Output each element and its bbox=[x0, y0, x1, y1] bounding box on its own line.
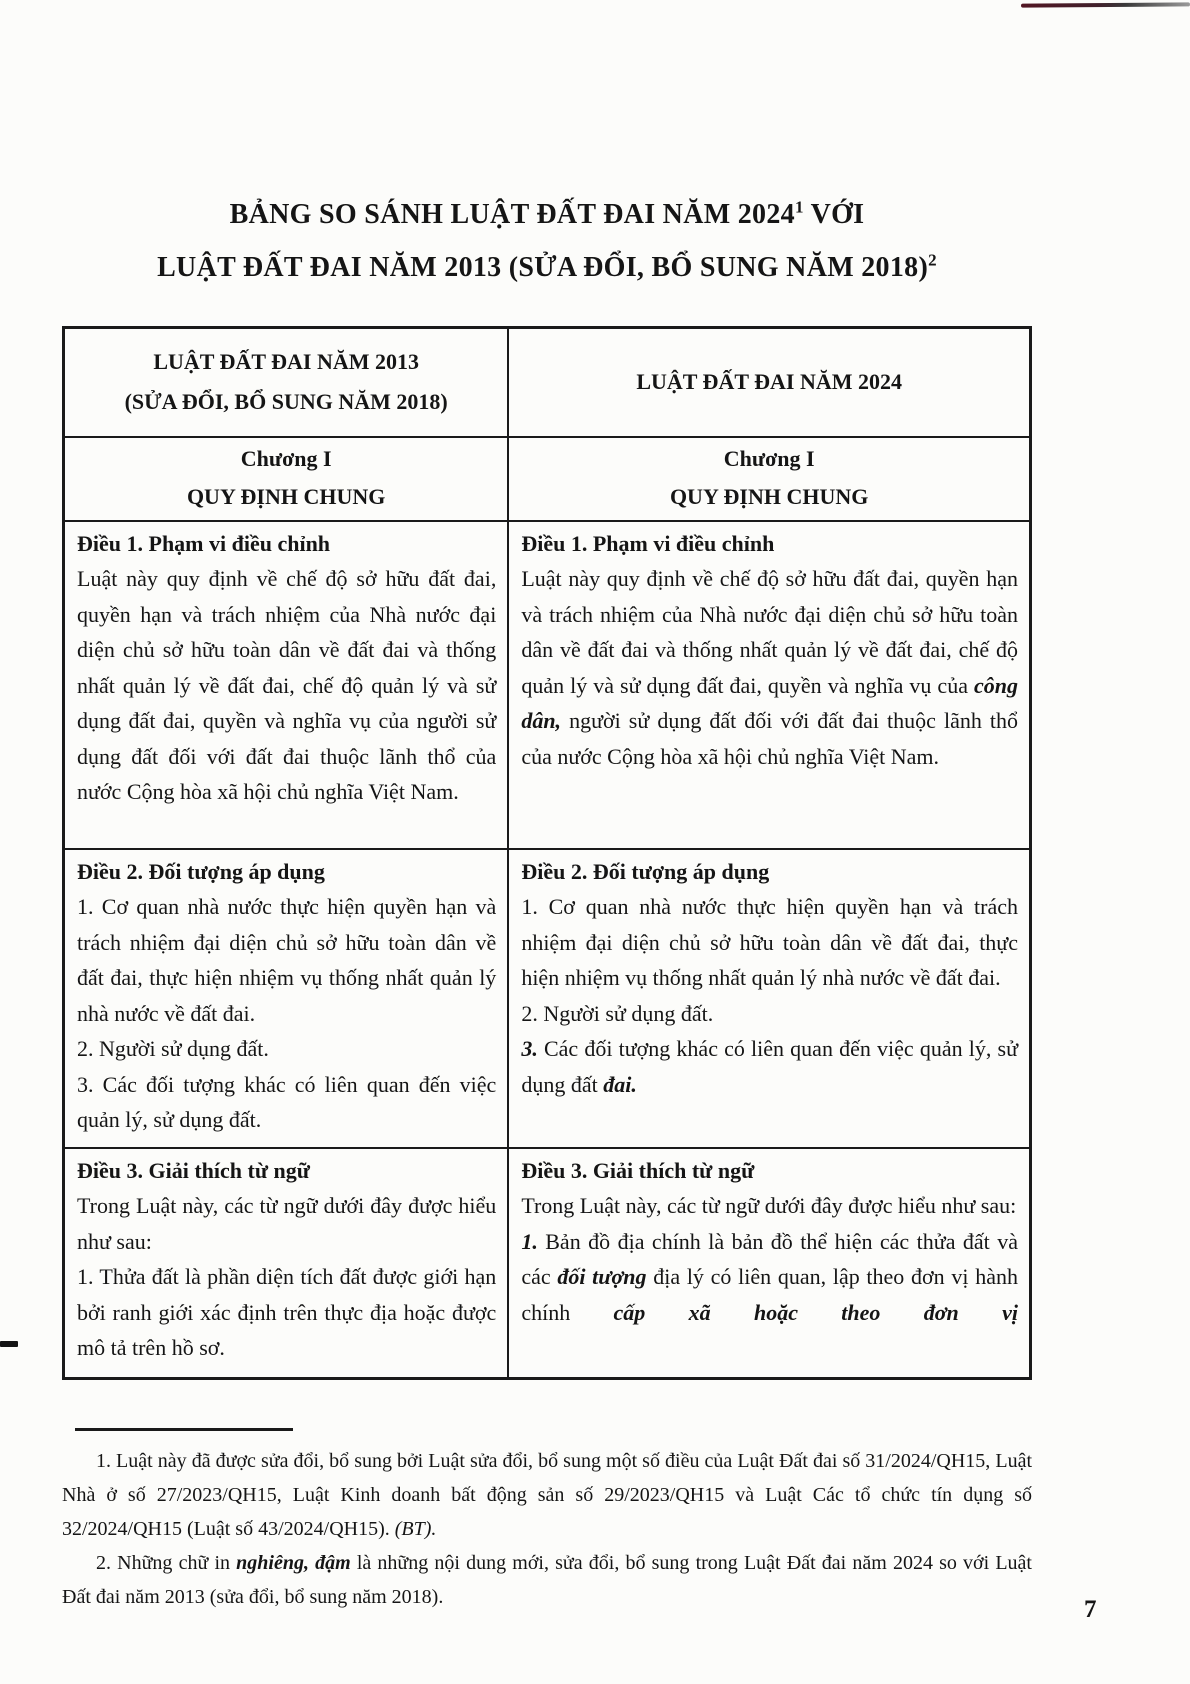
text-segment: Các đối tượng khác có liên quan đến việc quản lý, sử dụng đất bbox=[521, 1036, 1018, 1097]
article-1-cell-2024 bbox=[508, 521, 1030, 849]
page-title-line-2 bbox=[62, 241, 1032, 294]
article-3-cell-2013 bbox=[64, 1148, 509, 1379]
article-paragraph bbox=[521, 561, 1018, 774]
article-heading: Điều 1. Phạm vi điều chỉnh bbox=[77, 530, 331, 556]
footnote-2 bbox=[62, 1546, 1032, 1614]
text-segment: người sử dụng đất đối với đất đai thuộc lãnh thổ của nước Cộng hòa xã hội chủ nghĩa Việt Nam. bbox=[521, 708, 1018, 769]
article-paragraph: Trong Luật này, các từ ngữ dưới đây được hiểu như sau: bbox=[521, 1193, 1017, 1218]
amended-text: đối tượng bbox=[557, 1264, 647, 1289]
article-paragraph bbox=[521, 1224, 1018, 1331]
text-segment: Bản đồ địa chính là bản đồ thể hiện các thửa đất và các bbox=[521, 1228, 1018, 1289]
header-line: LUẬT ĐẤT ĐAI NĂM 2024 bbox=[636, 369, 902, 395]
article-3-cell-2024 bbox=[508, 1148, 1030, 1379]
title-text: BẢNG SO SÁNH LUẬT ĐẤT ĐAI NĂM 2024 bbox=[229, 199, 795, 230]
article-heading: Điều 2. Đối tượng áp dụng bbox=[77, 858, 325, 884]
page-title-line-1 bbox=[62, 188, 1032, 241]
chapter-title: QUY ĐỊNH CHUNG bbox=[669, 483, 869, 509]
article-paragraph: 1. Cơ quan nhà nước thực hiện quyền hạn và trách nhiệm đại diện chủ sở hữu toàn dân về đất đai, thực hiện nhiệm vụ thống nhất quản lý nhà nước về đất đai. bbox=[77, 894, 497, 1026]
text-segment: địa lý có liên quan, lập theo đơn vị hành chính bbox=[521, 1264, 1018, 1325]
article-2-cell-2024 bbox=[508, 849, 1030, 1148]
article-1-row bbox=[64, 521, 1031, 849]
footnotes bbox=[62, 1444, 1032, 1614]
page-number: 7 bbox=[1084, 1596, 1097, 1623]
amended-text: đai. bbox=[603, 1071, 637, 1097]
article-paragraph: 2. Người sử dụng đất. bbox=[77, 1036, 269, 1061]
article-heading: Điều 3. Giải thích từ ngữ bbox=[521, 1157, 755, 1183]
header-line: LUẬT ĐẤT ĐAI NĂM 2013 bbox=[153, 349, 419, 375]
article-paragraph: 1. Thửa đất là phần diện tích đất được giới hạn bởi ranh giới xác định trên thực địa hoặc được mô tả trên hồ sơ. bbox=[77, 1264, 497, 1360]
scan-edge-artifact bbox=[1021, 2, 1190, 7]
chapter-row bbox=[64, 437, 1031, 521]
article-heading: Điều 2. Đối tượng áp dụng bbox=[521, 858, 770, 884]
amended-text: 1. bbox=[521, 1228, 538, 1254]
article-paragraph: Trong Luật này, các từ ngữ dưới đây được hiểu như sau: bbox=[77, 1193, 497, 1254]
footnote-1 bbox=[62, 1444, 1032, 1546]
amended-text: cấp xã hoặc theo đơn vị bbox=[613, 1299, 1018, 1325]
article-paragraph bbox=[521, 1031, 1018, 1102]
editor-note: (BT). bbox=[394, 1518, 437, 1540]
amended-text: công dân, bbox=[521, 672, 1018, 733]
footnote-ref-1: 1 bbox=[794, 197, 804, 217]
chapter-title: QUY ĐỊNH CHUNG bbox=[186, 483, 386, 509]
title-text: VỚI bbox=[803, 199, 865, 230]
text-segment: là những nội dung mới, sửa đổi, bổ sung trong Luật Đất đai năm 2024 so với Luật Đất đai năm 2013 (sửa đổi, bổ sung năm 2018). bbox=[62, 1552, 1032, 1608]
article-1-cell-2013 bbox=[64, 521, 509, 849]
header-line: (SỬA ĐỔI, BỔ SUNG NĂM 2018) bbox=[124, 389, 448, 415]
chapter-number: Chương I bbox=[723, 445, 815, 471]
page-title bbox=[62, 188, 1032, 294]
comparison-table bbox=[62, 326, 1032, 1380]
article-paragraph: 3. Các đối tượng khác có liên quan đến việc quản lý, sử dụng đất. bbox=[77, 1071, 497, 1132]
title-text: LUẬT ĐẤT ĐAI NĂM 2013 (SỬA ĐỔI, BỔ SUNG NĂM 2018) bbox=[157, 252, 929, 283]
scan-margin-mark bbox=[0, 1341, 18, 1347]
article-3-row bbox=[64, 1148, 1031, 1379]
chapter-cell-left bbox=[64, 437, 509, 521]
article-paragraph: Luật này quy định về chế độ sở hữu đất đai, quyền hạn và trách nhiệm của Nhà nước đại diện chủ sở hữu toàn dân về đất đai và thống nhất quản lý về đất đai, chế độ quản lý và sử dụng đất đai, quyền và nghĩa vụ của người sử dụng đất đối với đất đai thuộc lãnh thổ của nước Cộng hòa xã hội chủ nghĩa Việt Nam. bbox=[77, 566, 497, 804]
amended-text: 3. bbox=[521, 1036, 538, 1061]
article-heading: Điều 1. Phạm vi điều chỉnh bbox=[521, 530, 775, 556]
text-segment: Luật này quy định về chế độ sở hữu đất đai, quyền hạn và trách nhiệm của Nhà nước đại diện chủ sở hữu toàn dân về đất đai và thống nhất quản lý về đất đai, chế độ quản lý và sử dụng đất đai, quyền và nghĩa vụ của bbox=[521, 566, 1018, 698]
article-paragraph: 2. Người sử dụng đất. bbox=[521, 1000, 714, 1026]
footnote-divider bbox=[75, 1428, 293, 1431]
table-header-law-2024 bbox=[508, 328, 1030, 437]
article-2-cell-2013 bbox=[64, 849, 509, 1148]
table-header-law-2013 bbox=[64, 328, 509, 437]
text-segment: 1. Luật này đã được sửa đổi, bổ sung bởi Luật sửa đổi, bổ sung một số điều của Luật Đất đai số 31/2024/QH15, Luật Nhà ở số 27/2023/QH15, Luật Kinh doanh bất động sản số 29/2023/QH15 và Luật Các tổ chức tín dụng số 32/2024/QH15 (Luật số 43/2024/QH15). bbox=[62, 1450, 1032, 1540]
article-2-row bbox=[64, 849, 1031, 1148]
text-segment: 2. Những chữ in bbox=[96, 1552, 237, 1574]
table-header-row bbox=[64, 328, 1031, 437]
emphasized-text: nghiêng, đậm bbox=[236, 1552, 351, 1574]
article-heading: Điều 3. Giải thích từ ngữ bbox=[77, 1157, 310, 1183]
chapter-number: Chương I bbox=[240, 445, 332, 471]
chapter-cell-right bbox=[508, 437, 1030, 521]
footnote-ref-2: 2 bbox=[928, 250, 937, 270]
page-content bbox=[62, 0, 1032, 1614]
article-paragraph: 1. Cơ quan nhà nước thực hiện quyền hạn và trách nhiệm đại diện chủ sở hữu toàn dân về đất đai, thực hiện nhiệm vụ thống nhất quản lý nhà nước về đất đai. bbox=[521, 894, 1018, 990]
